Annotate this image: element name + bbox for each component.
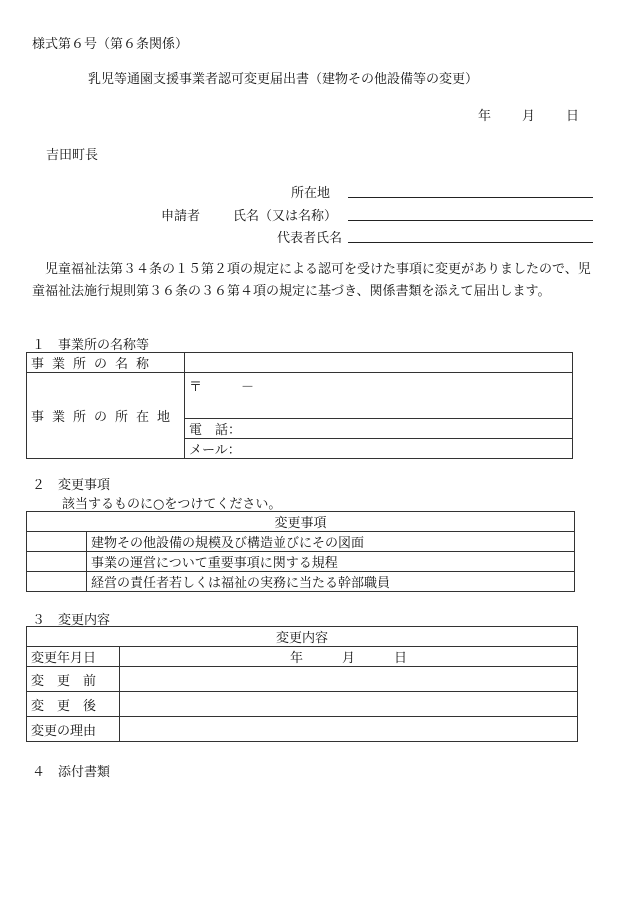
postal-label: 〒 －	[189, 380, 255, 395]
facility-email-field[interactable]	[185, 439, 573, 459]
section1-heading: １ 事業所の名称等	[32, 338, 150, 353]
change-date-label: 変更年月日	[27, 647, 120, 667]
applicant-rep-line[interactable]	[348, 242, 593, 243]
applicant-role-label: 申請者	[161, 209, 201, 224]
change-after-label: 変 更 後	[27, 692, 120, 717]
facility-postal-field[interactable]	[185, 373, 573, 419]
change-before-field[interactable]	[120, 667, 578, 692]
change-date-value: 年 月 日	[290, 651, 408, 666]
change-item-label-3: 経営の責任者若しくは福祉の実務に当たる幹部職員	[87, 572, 575, 592]
change-item-label-1: 建物その他設備の規模及び構造並びにその図面	[87, 532, 575, 552]
change-reason-label: 変更の理由	[27, 717, 120, 742]
section4-heading: ４ 添付書類	[32, 765, 111, 780]
facility-table	[26, 352, 573, 459]
section2-instruction: 該当するものに○をつけてください。	[62, 497, 282, 512]
change-items-table	[26, 511, 575, 592]
facility-location-label: 事業所の所在地	[27, 373, 185, 459]
change-item-label-2: 事業の運営について重要事項に関する規程	[87, 552, 575, 572]
change-date-field[interactable]	[120, 647, 578, 667]
body-text: 児童福祉法第３４条の１５第２項の規定による認可を受けた事項に変更がありましたので、児童福祉法施行規則第３６条の３６第４項の規定に基づき、関係書類を添えて届出します。	[32, 262, 591, 299]
change-reason-field[interactable]	[120, 717, 578, 742]
change-before-label: 変 更 前	[27, 667, 120, 692]
facility-name-field[interactable]	[185, 353, 573, 373]
section2-heading: ２ 変更事項	[32, 478, 111, 493]
facility-phone-field[interactable]	[185, 419, 573, 439]
applicant-address-label: 所在地	[291, 186, 331, 201]
addressee: 吉田町長	[46, 148, 99, 163]
form-label: 様式第６号（第６条関係）	[32, 37, 189, 52]
email-label: メール：	[189, 443, 241, 458]
applicant-name-line[interactable]	[348, 220, 593, 221]
change-after-field[interactable]	[120, 692, 578, 717]
date-month: 月	[522, 109, 536, 124]
applicant-address-line[interactable]	[348, 197, 593, 198]
date-day: 日	[566, 109, 580, 124]
applicant-name-label: 氏名（又は名称）	[233, 209, 338, 224]
phone-label: 電 話：	[189, 423, 242, 438]
change-item-mark-3[interactable]	[27, 572, 87, 592]
change-items-header: 変更事項	[27, 512, 575, 532]
change-item-mark-2[interactable]	[27, 552, 87, 572]
change-content-header: 変更内容	[27, 627, 578, 647]
change-item-mark-1[interactable]	[27, 532, 87, 552]
date-year: 年	[478, 109, 492, 124]
section3-heading: ３ 変更内容	[32, 613, 111, 628]
change-content-table	[26, 626, 578, 742]
page-title: 乳児等通園支援事業者認可変更届出書（建物その他設備等の変更）	[88, 72, 479, 87]
facility-name-label: 事業所の名称	[27, 353, 185, 373]
applicant-rep-label: 代表者氏名	[277, 231, 343, 246]
